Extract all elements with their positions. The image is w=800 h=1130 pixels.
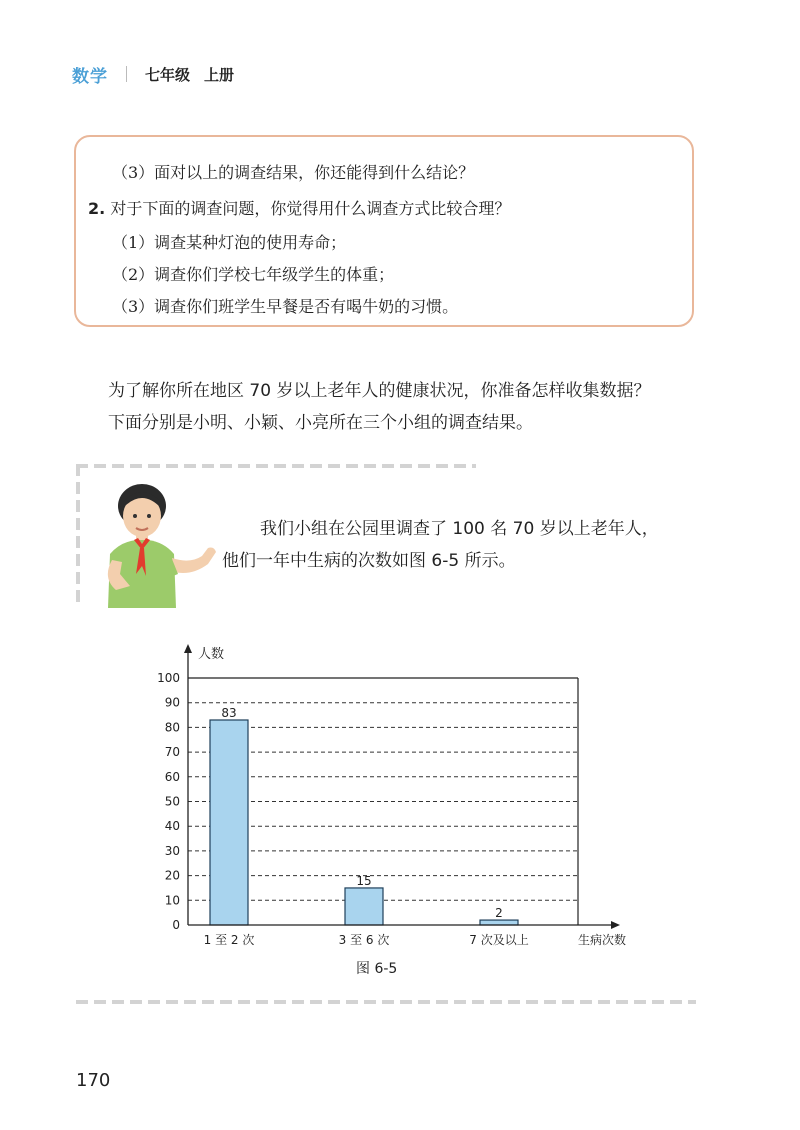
page-header bbox=[72, 62, 234, 86]
bar-value-label: 2 bbox=[495, 906, 503, 921]
exercise-line-5: （3）调查你们班学生早餐是否有喝牛奶的习惯。 bbox=[112, 297, 459, 316]
volume-label: 上册 bbox=[204, 65, 235, 84]
y-axis-arrow bbox=[184, 644, 192, 653]
x-axis-arrow bbox=[611, 921, 620, 929]
y-tick-label: 20 bbox=[164, 868, 180, 883]
dashed-border-left bbox=[76, 464, 80, 604]
header-divider bbox=[126, 66, 127, 82]
question-number: 2. bbox=[88, 199, 106, 218]
x-tick-label: 1 至 2 次 bbox=[203, 933, 255, 947]
exercise-line-2: 对于下面的调查问题，你觉得用什么调查方式比较合理？ bbox=[110, 199, 511, 218]
y-tick-label: 10 bbox=[164, 893, 180, 908]
y-tick-label: 80 bbox=[164, 720, 180, 735]
bar bbox=[480, 920, 518, 925]
intro-line-1: 为了解你所在地区 70 岁以上老年人的健康状况，你准备怎样收集数据？ bbox=[108, 381, 651, 401]
y-tick-label: 90 bbox=[164, 695, 180, 710]
speech-line-1: 我们小组在公园里调查了 100 名 70 岁以上老年人， bbox=[260, 519, 659, 539]
intro-line-2: 下面分别是小明、小颖、小亮所在三个小组的调查结果。 bbox=[108, 413, 533, 433]
y-tick-label: 0 bbox=[172, 918, 180, 932]
student-illustration bbox=[90, 478, 220, 608]
bar bbox=[345, 888, 383, 925]
y-tick-label: 50 bbox=[164, 794, 180, 809]
exercise-line-1: （3）面对以上的调查结果，你还能得到什么结论？ bbox=[112, 163, 475, 182]
exercise-question-2 bbox=[88, 196, 510, 219]
x-axis-title: 生病次数 bbox=[577, 933, 626, 947]
dashed-border-bottom bbox=[76, 1000, 696, 1004]
y-tick-label: 60 bbox=[164, 769, 180, 784]
x-tick-label: 7 次及以上 bbox=[469, 933, 529, 947]
grade-label: 七年级 bbox=[145, 65, 191, 84]
y-axis-title: 人数 bbox=[198, 647, 225, 662]
exercise-line-4: （2）调查你们学校七年级学生的体重； bbox=[112, 265, 395, 284]
speech-line-2: 他们一年中生病的次数如图 6-5 所示。 bbox=[222, 551, 516, 571]
subject-title: 数学 bbox=[72, 66, 108, 87]
bar-value-label: 83 bbox=[221, 705, 237, 720]
dashed-border-top bbox=[76, 464, 476, 468]
page-number: 170 bbox=[76, 1070, 111, 1091]
bar bbox=[210, 720, 248, 925]
y-tick-label: 70 bbox=[164, 745, 180, 760]
y-tick-label: 30 bbox=[164, 843, 180, 858]
bar-value-label: 15 bbox=[356, 873, 372, 888]
y-tick-label: 40 bbox=[164, 819, 180, 834]
bar-chart bbox=[150, 640, 630, 980]
y-tick-label: 100 bbox=[157, 671, 180, 685]
x-tick-label: 3 至 6 次 bbox=[338, 933, 390, 947]
exercise-line-3: （1）调查某种灯泡的使用寿命； bbox=[112, 233, 347, 252]
figure-caption: 图 6-5 bbox=[356, 961, 398, 977]
